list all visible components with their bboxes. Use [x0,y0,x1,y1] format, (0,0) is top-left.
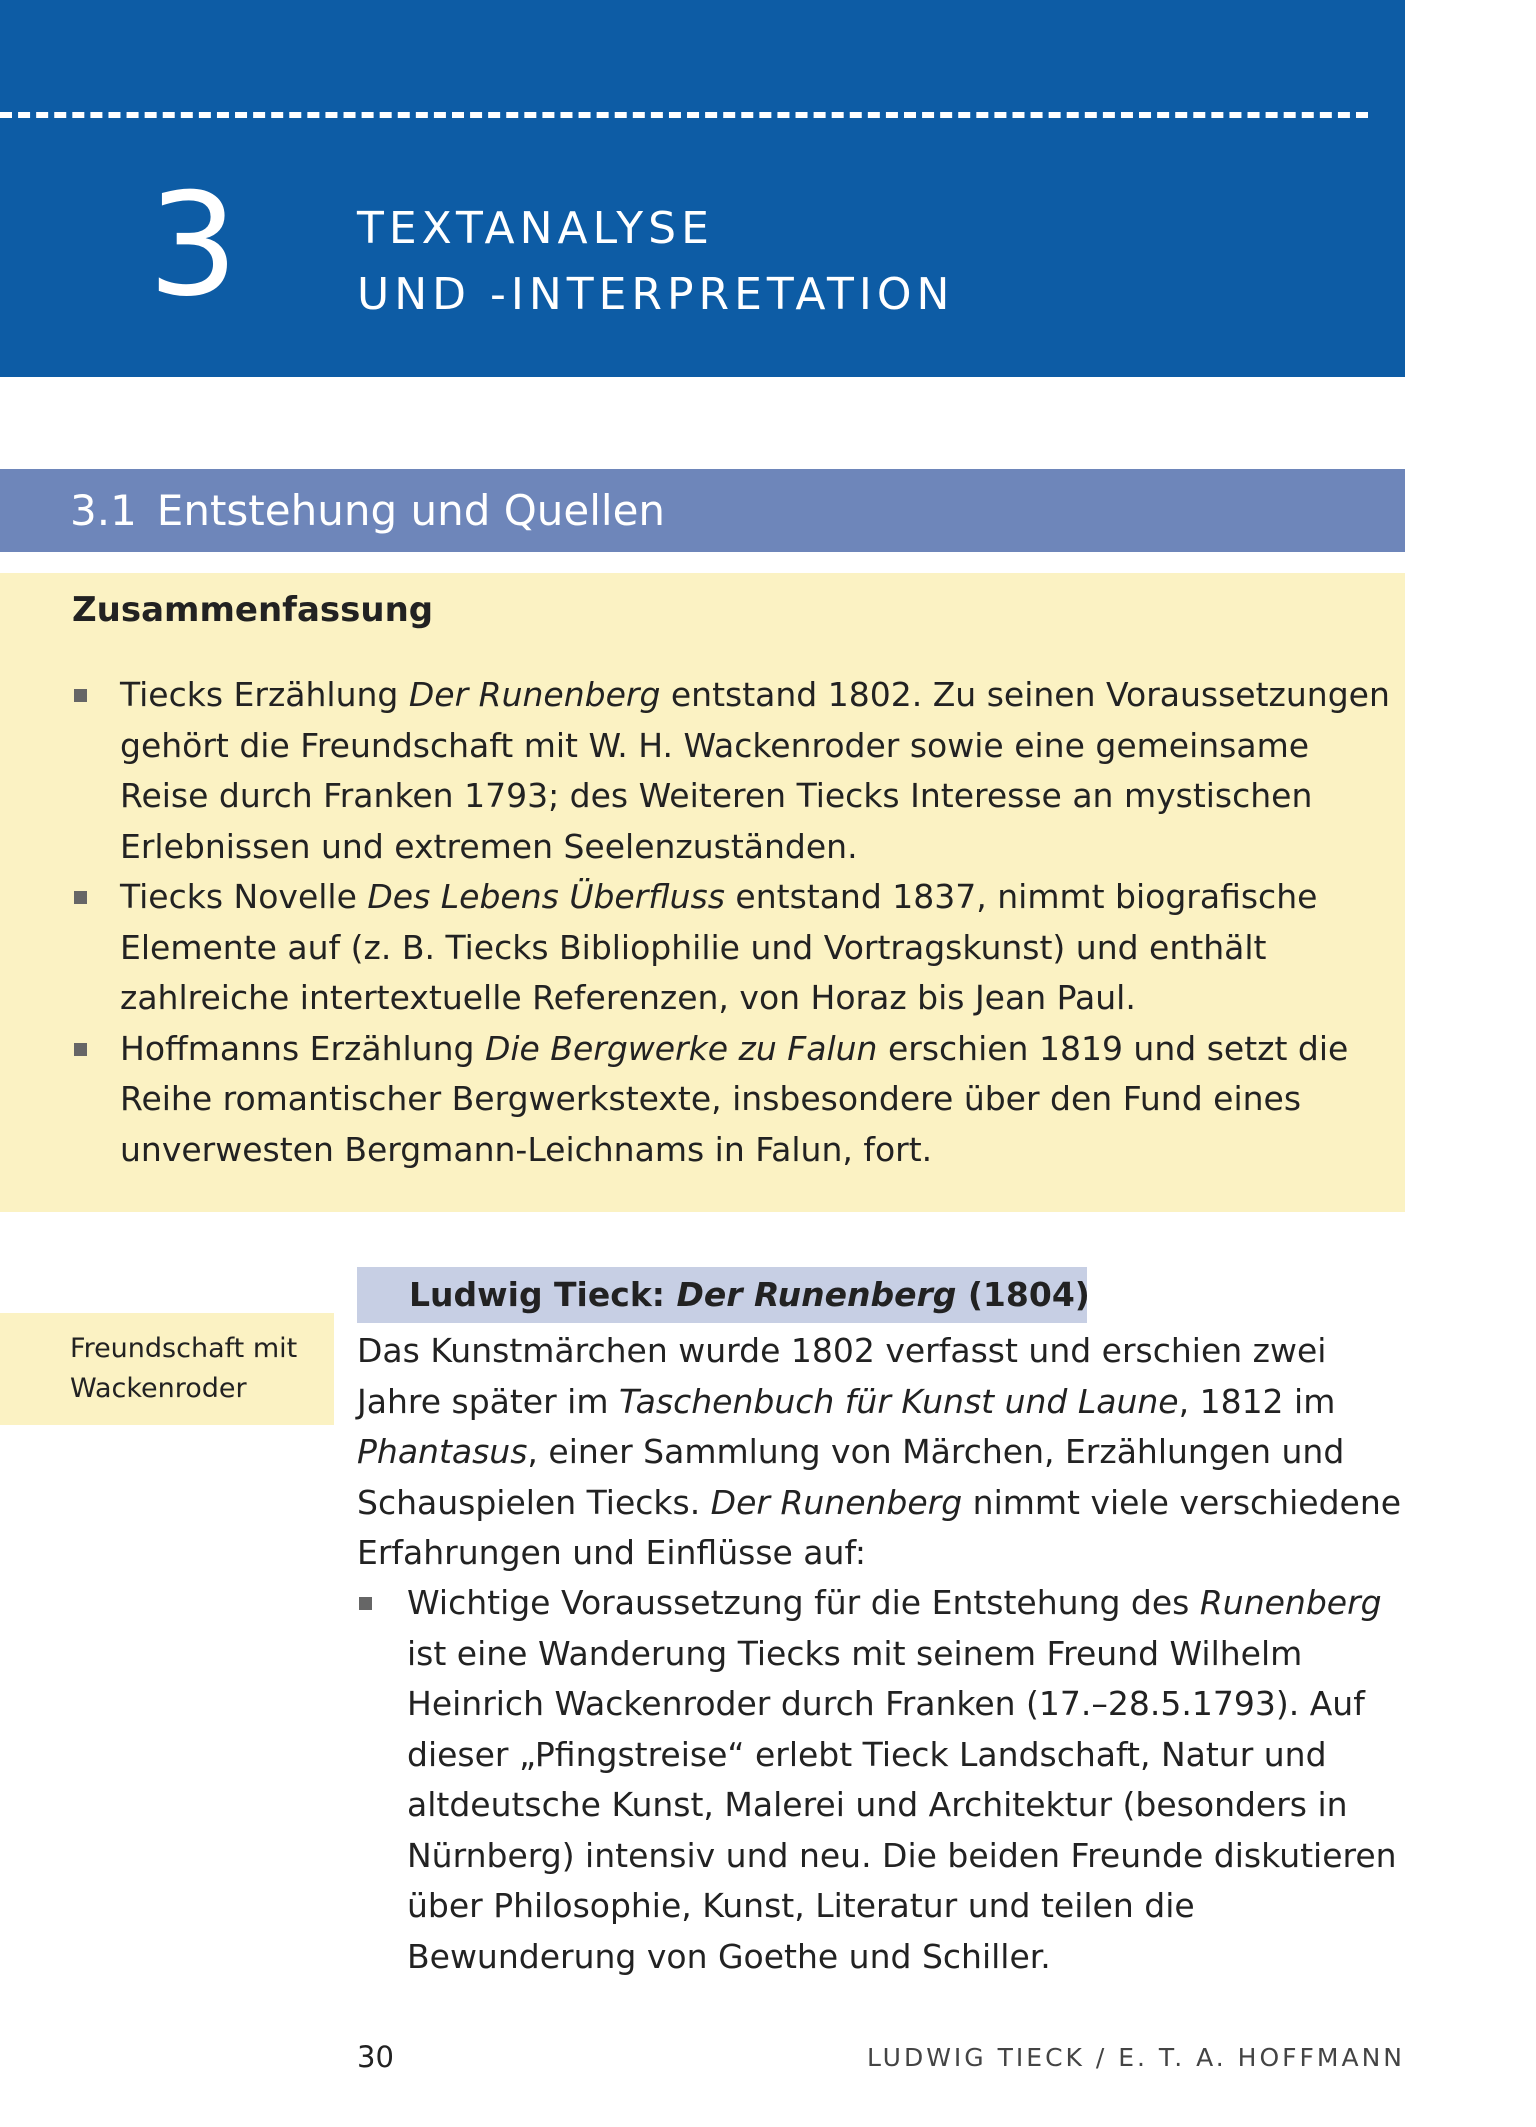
list-item: Tiecks Novelle Des Lebens Überfluss entstand 1837, nimmt biografische Elemente auf (z. B. Tiecks Bibliophilie und Vortragskunst) und enthält zahlreiche intertextuelle Referenzen, von Horaz bis Jean Paul. [72,872,1392,1024]
subsection-author: Ludwig Tieck: [409,1275,677,1314]
summary-list [72,670,1392,1175]
page-number: 30 [357,2040,394,2074]
chapter-header [0,0,1405,377]
subsection-heading [357,1267,1090,1323]
chapter-title-line-2: UND -INTERPRETATION [357,269,955,320]
list-item: Tiecks Erzählung Der Runenberg entstand 1802. Zu seinen Voraussetzungen gehört die Freundschaft mit W. H. Wackenroder sowie eine gemeinsame Reise durch Franken 1793; des Weiteren Tiecks Interesse an mystischen Erlebnissen und extremen Seelenzuständen. [72,670,1392,872]
subsection-year: (1804) [956,1275,1090,1314]
chapter-title [357,196,954,328]
list-item: Wichtige Voraussetzung für die Entstehung des Runenberg ist eine Wanderung Tiecks mit seinem Freund Wilhelm Heinrich Wackenroder durch Franken (17.–28.5.1793). Auf dieser „Pfingstreise“ erlebt Tieck Landschaft, Natur und altdeutsche Kunst, Malerei und Architektur (besonders in Nürnberg) intensiv und neu. Die beiden Freunde diskutieren über Philosophie, Kunst, Literatur und teilen die Bewunderung von Goethe und Schiller. [357,1578,1415,1982]
chapter-title-line-1: TEXTANALYSE [357,203,714,254]
subsection-work-title: Der Runenberg [676,1275,957,1314]
square-bullet-icon [74,1043,87,1056]
section-number: 3.1 [70,486,137,535]
decorative-dashed-line [0,112,1368,118]
chapter-number: 3 [148,163,239,328]
square-bullet-icon [74,689,87,702]
margin-note-line-1: Freundschaft mit [70,1333,298,1364]
square-bullet-icon [359,1597,372,1610]
margin-note [0,1313,334,1425]
margin-note-line-2: Wackenroder [70,1373,247,1404]
body-paragraph: Das Kunstmärchen wurde 1802 verfasst und erschien zwei Jahre später im Taschenbuch für Kunst und Laune, 1812 im Phantasus, einer Sammlung von Märchen, Erzählungen und Schauspielen Tiecks. Der Runenberg nimmt viele verschiedene Erfahrungen und Einflüsse auf: [357,1331,1402,1572]
section-title: Entstehung und Quellen [156,486,666,535]
section-heading [0,469,1405,552]
list-item: Hoffmanns Erzählung Die Bergwerke zu Falun erschien 1819 und setzt die Reihe romantischer Bergwerkstexte, insbesondere über den Fund eines unverwesten Bergmann-Leichnams in Falun, fort. [72,1024,1392,1176]
body-list [357,1578,1415,1982]
square-bullet-icon [74,891,87,904]
running-footer: LUDWIG TIECK / E. T. A. HOFFMANN [866,2043,1405,2072]
summary-heading: Zusammenfassung [72,590,434,630]
